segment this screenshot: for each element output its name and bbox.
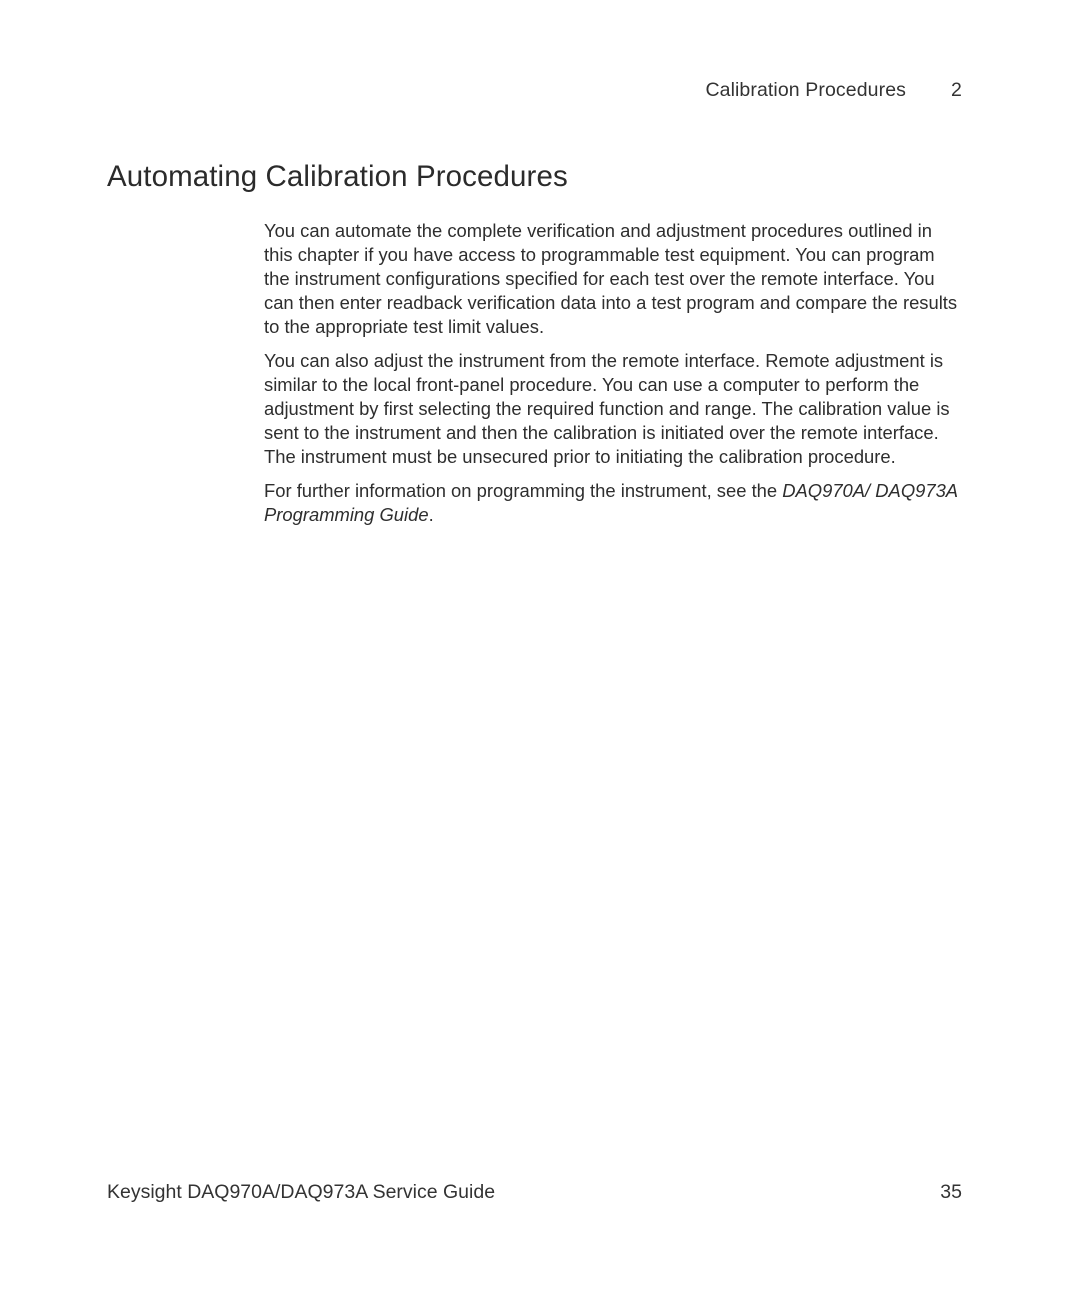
section-title: Automating Calibration Procedures xyxy=(107,160,568,193)
chapter-title: Calibration Procedures xyxy=(705,79,906,101)
running-header xyxy=(705,79,962,102)
further-info-text: For further information on programming the instrument, see the xyxy=(264,480,783,501)
paragraph-remote-adjustment: You can also adjust the instrument from the remote interface. Remote adjustment is similar to the local front-panel procedure. You can use a computer to perform the adjustment by first selecting the required function and range. The calibration value is sent to the instrument and then the calibration is initiated over the remote interface. The instrument must be unsecured prior to initiating the calibration procedure. xyxy=(264,350,950,467)
paragraph-further-info xyxy=(264,479,964,527)
footer-page-number: 35 xyxy=(940,1181,962,1203)
programming-guide-reference: DAQ970A/ DAQ973A Programming Guide xyxy=(264,480,958,525)
further-info-period: . xyxy=(428,504,434,525)
paragraph-automation: You can automate the complete verification and adjustment procedures outlined in this chapter if you have access to programmable test equipment. You can program the instrument configurations specified for each test over the remote interface. You can then enter readback verification data into a test program and compare the results to the appropriate test limit values. xyxy=(264,220,958,337)
body-text xyxy=(264,219,964,537)
footer-guide-title: Keysight DAQ970A/DAQ973A Service Guide xyxy=(107,1181,496,1203)
chapter-number: 2 xyxy=(951,79,962,101)
